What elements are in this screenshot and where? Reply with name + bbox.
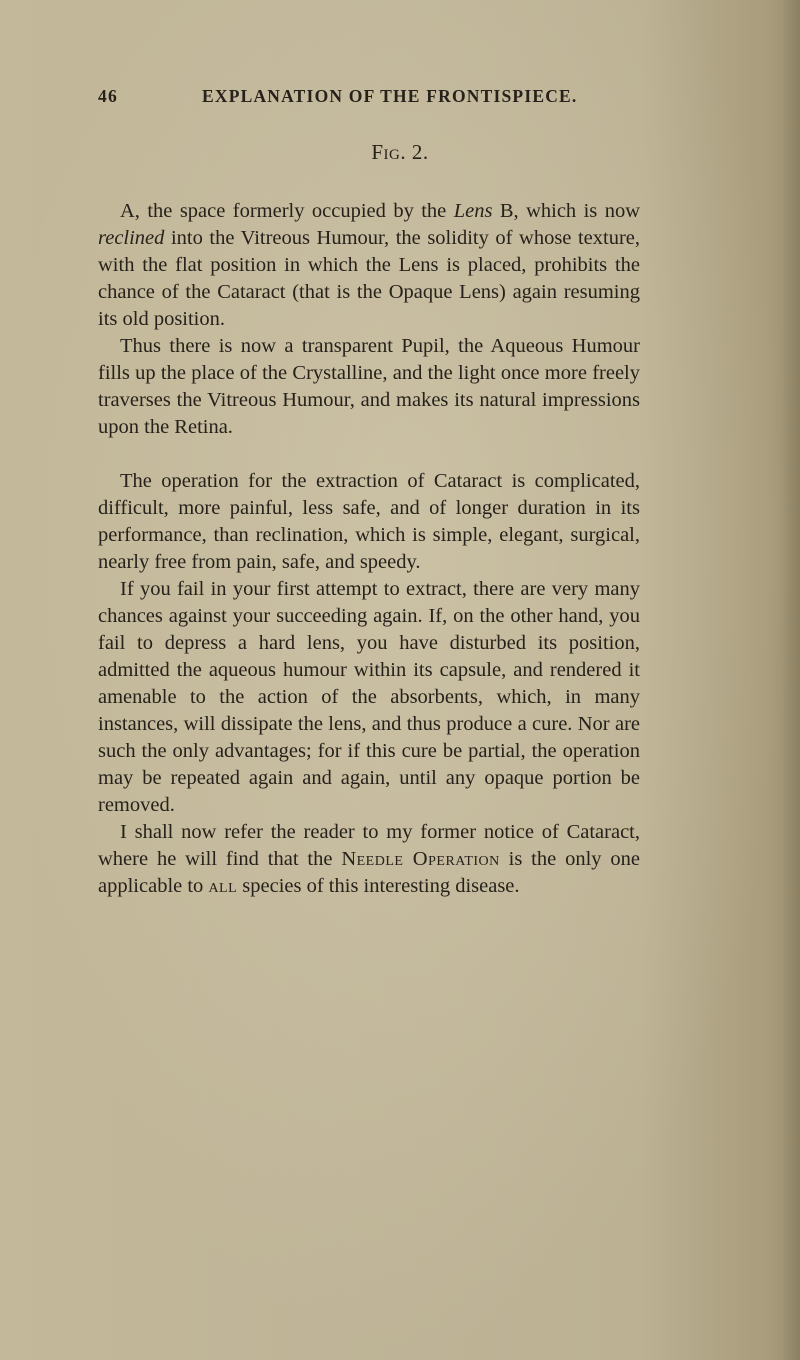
paragraph: The operation for the extraction of Cataract is complicated, difficult, more painful, less safe, and of longer duration in its performance, than reclination, which is simple, elegant, surgical, nearly free from pain, safe, and speedy. xyxy=(98,470,640,573)
paragraph: Thus there is now a transparent Pupil, the Aqueous Humour fills up the place of the Crystalline, and the light once more freely traverses the Vitreous Humour, and makes its natural impressions upon the Retina. xyxy=(98,335,640,438)
operation-comparison xyxy=(98,468,640,900)
italic-text: Lens xyxy=(453,200,493,222)
text-run: is the only one applicable to xyxy=(98,848,640,897)
figure-heading-text: Fig. 2. xyxy=(371,140,429,164)
page-edge-shadow xyxy=(782,0,800,1360)
text-run: I shall now refer the reader to my former notice of Cataract, where he will find that the xyxy=(98,821,640,870)
running-title: EXPLANATION OF THE FRONTISPIECE. xyxy=(202,86,578,106)
page-number: 46 xyxy=(98,86,118,106)
paragraph xyxy=(98,198,640,333)
text-run: B, which is now xyxy=(492,200,640,222)
running-head xyxy=(98,86,628,112)
italic-text: reclined xyxy=(98,227,165,249)
text-run: A, the space formerly occupied by the xyxy=(120,200,454,222)
paragraph xyxy=(98,819,640,900)
paragraph: If you fail in your first attempt to extract, there are very many chances against your succeeding again. If, on the other hand, you fail to depress a hard lens, you have disturbed its position, admitted the aqueous humour within its capsule, and rendered it amenable to the action of the absorbents, which, in many instances, will dissipate the lens, and thus produce a cure. Nor are such the only advantages; for if this cure be partial, the operation may be repeated again and again, until any opaque portion be removed. xyxy=(98,578,640,816)
text-run: species of this interesting disease. xyxy=(237,875,520,897)
text-run: into the Vitreous Humour, the solidity of whose texture, with the flat position in which the Lens is placed, prohibits the chance of the Cataract (that is the Opaque Lens) again resuming its old position. xyxy=(98,227,640,330)
small-caps-text: all xyxy=(208,875,238,897)
small-caps-text: Needle Operation xyxy=(341,848,500,870)
figure-explanation xyxy=(98,198,640,441)
figure-heading xyxy=(0,140,800,165)
